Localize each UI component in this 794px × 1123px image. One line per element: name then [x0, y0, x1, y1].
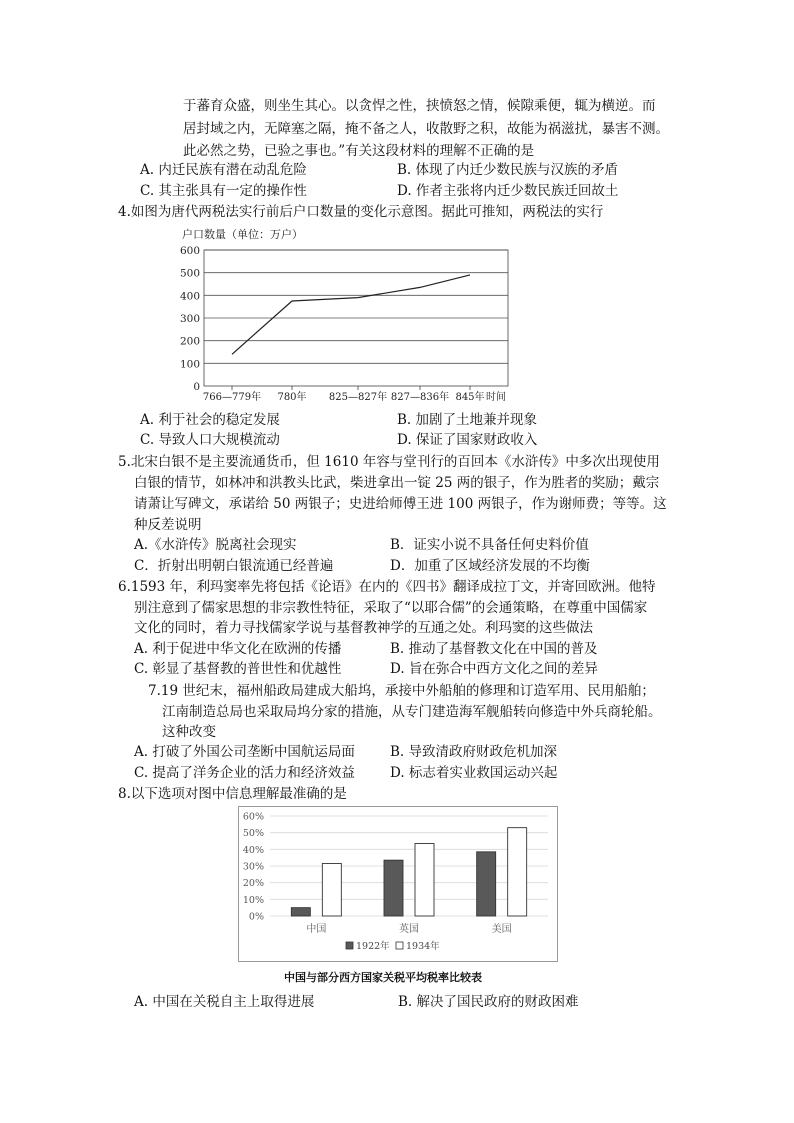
legend-swatch [396, 942, 403, 949]
q5-line-4: 种反差说明 [134, 517, 202, 533]
y-tick-label: 400 [179, 290, 200, 303]
q3-line-2: 居封域之内，无障塞之隔，掩不备之人，收散野之积，故能为祸滋扰，暴害不测。 [183, 121, 669, 137]
household-series-line [232, 275, 470, 354]
q7-option-d[interactable]: D. 标志着实业救国运动兴起 [390, 765, 558, 781]
x-tick-label: 845年 [455, 392, 485, 403]
y-tick-label: 30% [242, 861, 264, 873]
q8-chart-caption: 中国与部分西方国家关税平均税率比较表 [284, 971, 482, 984]
q6-option-a[interactable]: A. 利于促进中华文化在欧洲的传播 [134, 641, 342, 657]
y-tick-label: 100 [179, 358, 200, 371]
q7-line-2: 江南制造总局也采取局坞分家的措施，从专门建造海军舰船转向修造中外兵商轮船。 [162, 704, 662, 720]
q3-line-3: 此必然之势，已验之事也。”有关这段材料的理解不正确的是 [183, 143, 535, 159]
q6-option-d[interactable]: D. 旨在弥合中西方文化之间的差异 [390, 661, 598, 677]
q3-line-1: 于蕃育众盛，则坐生其心。以贪悍之性，挟愤怒之情，候隙乘便，辄为横逆。而 [183, 98, 656, 114]
q8-stem: 8.以下选项对图中信息理解最准确的是 [118, 786, 347, 802]
q6-option-b[interactable]: B. 推动了基督教文化在中国的普及 [390, 641, 598, 657]
q5-line-1: 5.北宋白银不是主要流通货币，但 1610 年容与堂刊行的百回本《水浒传》中多次出现使用 [118, 454, 660, 470]
q3-option-c[interactable]: C. 其主张具有一定的操作性 [140, 183, 307, 199]
q4-option-b[interactable]: B. 加剧了土地兼并现象 [397, 412, 538, 428]
y-tick-label: 60% [242, 811, 264, 823]
bar-1934年-英国 [415, 844, 434, 917]
x-tick-label: 825—827年 [328, 392, 388, 403]
q4-stem: 4.如图为唐代两税法实行前后户口数量的变化示意图。据此可推知，两税法的实行 [118, 204, 604, 220]
q8-option-b[interactable]: B. 解决了国民政府的财政困难 [398, 994, 579, 1010]
bar-1922年-中国 [291, 908, 310, 916]
q6-option-c[interactable]: C. 彰显了基督教的普世性和优越性 [134, 661, 342, 677]
q7-option-c[interactable]: C. 提高了洋务企业的活力和经济效益 [134, 765, 355, 781]
q3-option-a[interactable]: A. 内迁民族有潜在动乱危险 [140, 162, 307, 178]
legend-label: 1934年 [406, 941, 440, 952]
q6-line-2: 别注意到了儒家思想的非宗教性特征，采取了“以耶合儒”的会通策略，在尊重中国儒家 [134, 600, 648, 616]
q5-option-a[interactable]: A.《水浒传》脱离社会现实 [134, 537, 297, 553]
q8-option-a[interactable]: A. 中国在关税自主上取得进展 [134, 994, 315, 1010]
q5-option-d[interactable]: D．加重了区域经济发展的不均衡 [390, 558, 590, 574]
x-tick-label: 英国 [399, 924, 419, 935]
bar-1922年-美国 [477, 852, 496, 916]
legend-swatch [346, 942, 353, 949]
tariff-bar-chart [238, 806, 558, 962]
q6-line-1: 6.1593 年，利玛窦率先将包括《论语》在内的《四书》翻译成拉丁文，并寄回欧洲。他特 [118, 579, 656, 595]
y-tick-label: 50% [242, 828, 264, 840]
bar-1934年-中国 [322, 864, 341, 917]
y-tick-label: 40% [242, 844, 264, 856]
q6-line-3: 文化的同时，着力寻找儒家学说与基督教神学的互通之处。利玛窦的这些做法 [134, 620, 593, 636]
q7-option-a[interactable]: A. 打破了外国公司垄断中国航运局面 [134, 744, 355, 760]
q3-option-b[interactable]: B. 体现了内迁少数民族与汉族的矛盾 [397, 162, 619, 178]
q5-option-c[interactable]: C．折射出明朝白银流通已经普遍 [134, 558, 334, 574]
y-tick-label: 500 [179, 267, 200, 280]
x-tick-label: 780年 [277, 392, 307, 403]
q5-option-b[interactable]: B．证实小说不具备任何史料价值 [390, 537, 589, 553]
q7-option-b[interactable]: B. 导致清政府财政危机加深 [390, 744, 558, 760]
household-line-chart [170, 226, 530, 404]
x-axis-label: 时间 [486, 392, 506, 403]
y-tick-label: 600 [179, 245, 200, 257]
y-tick-label: 10% [242, 894, 264, 906]
q7-line-1: 7.19 世纪末，福州船政局建成大船坞，承接中外船舶的修理和订造军用、民用船舶； [148, 683, 655, 699]
q4-option-c[interactable]: C. 导致人口大规模流动 [140, 432, 280, 448]
bar-1922年-英国 [384, 860, 403, 916]
q4-option-a[interactable]: A. 利于社会的稳定发展 [140, 412, 280, 428]
y-tick-label: 300 [179, 313, 200, 325]
x-tick-label: 766—779年 [202, 392, 262, 403]
y-tick-label: 0% [248, 911, 264, 923]
q3-option-d[interactable]: D. 作者主张将内迁少数民族迁回故土 [397, 183, 619, 199]
q4-option-d[interactable]: D. 保证了国家财政收入 [397, 432, 538, 448]
q7-line-3: 这种改变 [162, 724, 216, 740]
y-tick-label: 200 [179, 335, 200, 348]
x-tick-label: 中国 [306, 924, 327, 935]
y-tick-label: 0 [193, 381, 200, 393]
q5-line-2: 白银的情节，如林冲和洪教头比武，柴进拿出一锭 25 两的银子，作为胜者的奖励；戴宗 [134, 475, 660, 491]
x-tick-label: 827—836年 [390, 392, 450, 403]
y-tick-label: 20% [242, 878, 264, 890]
q5-line-3: 请萧让写碑文，承诺给 50 两银子；史进给师傅王进 100 两银子，作为谢师费；等等。这 [134, 496, 667, 512]
bar-1934年-美国 [508, 828, 527, 916]
x-tick-label: 美国 [491, 924, 512, 935]
legend-label: 1922年 [356, 941, 390, 952]
y-axis-label: 户口数量（单位：万户） [182, 228, 303, 241]
